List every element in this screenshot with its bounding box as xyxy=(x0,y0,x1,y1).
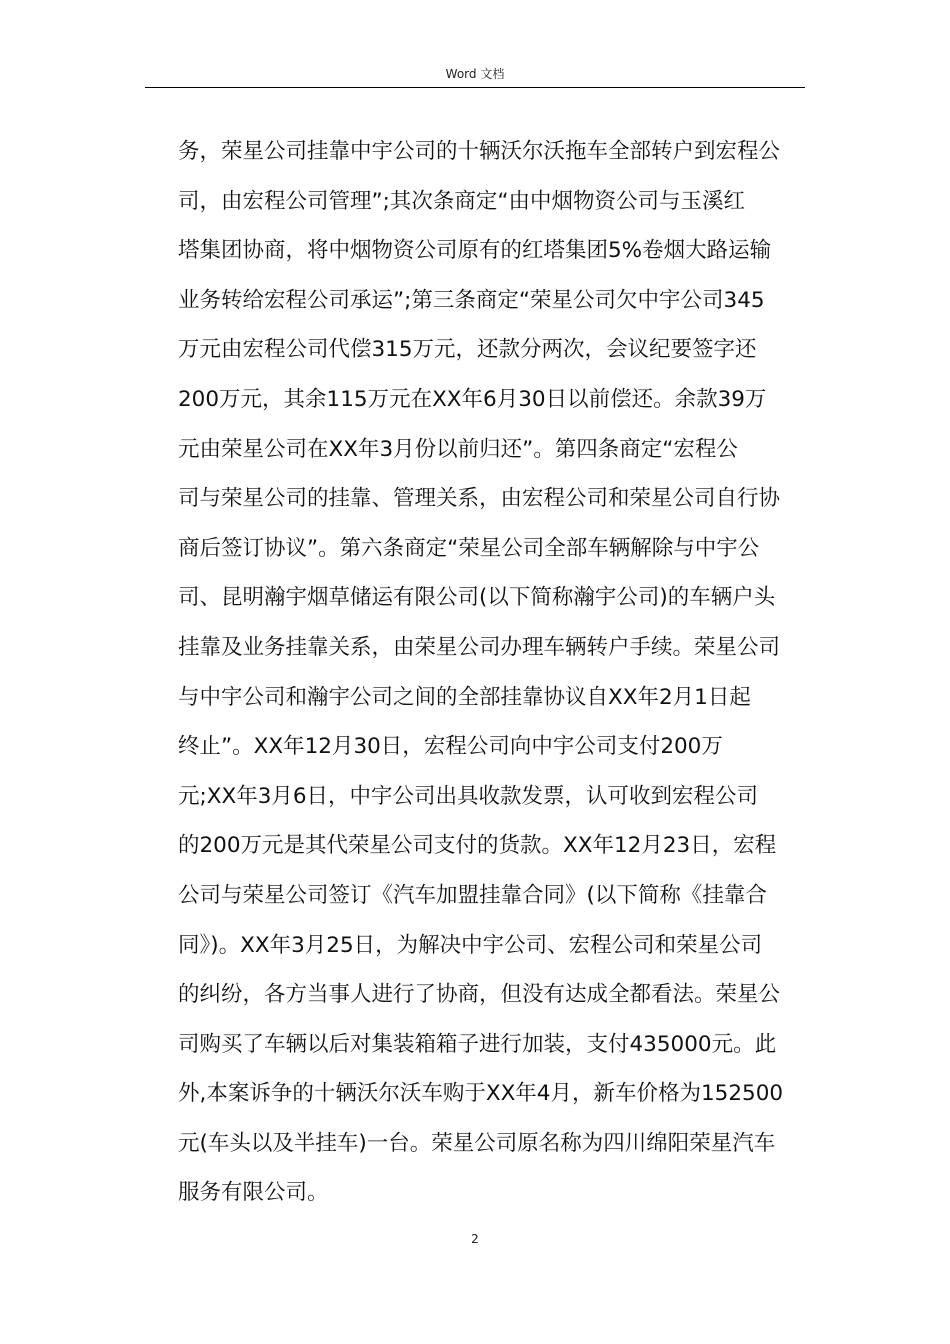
body-line: 同》)。XX年3月25日，为解决中宇公司、宏程公司和荣星公司 xyxy=(178,932,763,958)
body-line: 元(车头以及半挂车)一台。荣星公司原名称为四川绵阳荣星汽车 xyxy=(178,1130,776,1156)
body-line: 务，荣星公司挂靠中宇公司的十辆沃尔沃拖车全部转户到宏程公 xyxy=(178,139,781,164)
body-line: 公司与荣星公司签订《汽车加盟挂靠合同》(以下简称《挂靠合 xyxy=(178,882,767,908)
body-line: 塔集团协商，将中烟物资公司原有的红塔集团5%卷烟大路运输 xyxy=(178,238,772,264)
body-line: 外,本案诉争的十辆沃尔沃车购于XX年4月，新车价格为152500 xyxy=(178,1081,784,1107)
body-line: 200万元，其余115万元在XX年6月30日以前偿还。余款39万 xyxy=(178,386,767,412)
body-line: 终止”。XX年12月30日，宏程公司向中宇公司支付200万 xyxy=(178,734,723,760)
body-line: 服务有限公司。 xyxy=(178,1180,329,1206)
body-line: 司，由宏程公司管理”;其次条商定“由中烟物资公司与玉溪红 xyxy=(178,188,746,214)
body-line: 业务转给宏程公司承运”;第三条商定“荣星公司欠中宇公司345 xyxy=(178,287,765,313)
body-line: 元由荣星公司在XX年3月份以前归还”。第四条商定“宏程公 xyxy=(178,436,738,462)
body-line: 元;XX年3月6日，中宇公司出具收款发票，认可收到宏程公司 xyxy=(178,783,759,809)
body-line: 的纠纷，各方当事人进行了协商，但没有达成全都看法。荣星公 xyxy=(178,982,781,1008)
body-line: 商后签订协议”。第六条商定“荣星公司全部车辆解除与中宇公 xyxy=(178,535,760,561)
body-line: 司、昆明瀚宇烟草储运有限公司(以下简称瀚宇公司)的车辆户头 xyxy=(178,585,776,611)
body-line: 司与荣星公司的挂靠、管理关系，由宏程公司和荣星公司自行协 xyxy=(178,486,781,512)
body-line: 司购买了车辆以后对集装箱箱子进行加装，支付435000元。此 xyxy=(178,1031,777,1057)
body-line: 与中宇公司和瀚宇公司之间的全部挂靠协议自XX年2月1日起 xyxy=(178,684,751,710)
body-line: 的200万元是其代荣星公司支付的货款。XX年12月23日，宏程 xyxy=(178,833,777,859)
body-line: 挂靠及业务挂靠关系，由荣星公司办理车辆转户手续。荣星公司 xyxy=(178,634,781,660)
page-header: Word 文档 xyxy=(445,67,505,81)
header-divider xyxy=(145,87,805,88)
page-number: 2 xyxy=(471,1232,479,1246)
body-line: 万元由宏程公司代偿315万元，还款分两次，会议纪要签字还 xyxy=(178,337,757,363)
document-body xyxy=(178,127,818,1218)
